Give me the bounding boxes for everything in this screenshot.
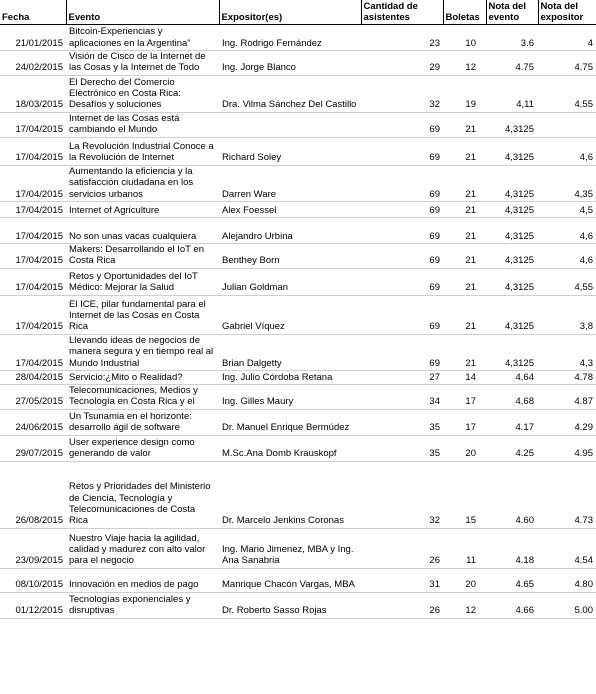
cell-fecha: 17/04/2015 xyxy=(0,268,66,295)
cell-expositor: Alex Foessel xyxy=(219,202,361,218)
cell-boletas: 21 xyxy=(443,137,486,165)
cell-expositor: Dr. Manuel Enrique Bermúdez xyxy=(219,409,361,435)
cell-evento: Tecnologías exponenciales y disruptivas xyxy=(66,592,219,618)
cell-nota-evento: 4.68 xyxy=(486,385,538,410)
cell-fecha: 18/03/2015 xyxy=(0,75,66,112)
cell-fecha: 17/04/2015 xyxy=(0,218,66,244)
header-nota-expositor: Nota del expositor xyxy=(538,0,596,25)
cell-cantidad: 69 xyxy=(361,137,443,165)
cell-boletas: 21 xyxy=(443,218,486,244)
header-row xyxy=(0,0,596,25)
cell-nota-evento: 4,3125 xyxy=(486,202,538,218)
cell-expositor: Manrique Chacón Vargas, MBA xyxy=(219,568,361,592)
cell-boletas: 21 xyxy=(443,244,486,269)
table-row xyxy=(0,51,596,76)
table-row xyxy=(0,25,596,51)
cell-boletas: 12 xyxy=(443,592,486,618)
cell-fecha: 27/05/2015 xyxy=(0,385,66,410)
cell-evento: Internet of Agriculture xyxy=(66,202,219,218)
cell-expositor: Alejandro Urbina xyxy=(219,218,361,244)
cell-nota-evento: 4.64 xyxy=(486,371,538,385)
cell-nota-evento: 4,3125 xyxy=(486,268,538,295)
cell-expositor: Ing. Gilles Maury xyxy=(219,385,361,410)
cell-nota-expositor: 4,5 xyxy=(538,202,596,218)
cell-expositor: Benthey Born xyxy=(219,244,361,269)
cell-evento: User experience design como generando de valor xyxy=(66,435,219,461)
cell-expositor: Ing. Rodrigo Fernández xyxy=(219,25,361,51)
cell-boletas: 11 xyxy=(443,528,486,568)
cell-cantidad: 69 xyxy=(361,268,443,295)
header-evento: Evento xyxy=(66,0,219,25)
cell-expositor: Dr. Marcelo Jenkins Coronas xyxy=(219,461,361,528)
cell-evento: El Derecho del Comercio Electrónico en Costa Rica: Desafíos y soluciones xyxy=(66,75,219,112)
cell-expositor: Ing. Julio Córdoba Retana xyxy=(219,371,361,385)
cell-cantidad: 32 xyxy=(361,75,443,112)
cell-expositor: Darren Ware xyxy=(219,165,361,201)
cell-nota-expositor: 4.55 xyxy=(538,75,596,112)
cell-fecha: 26/08/2015 xyxy=(0,461,66,528)
cell-boletas: 20 xyxy=(443,435,486,461)
cell-cantidad: 35 xyxy=(361,435,443,461)
cell-cantidad: 31 xyxy=(361,568,443,592)
cell-nota-expositor: 4.87 xyxy=(538,385,596,410)
cell-expositor: Dra. Vilma Sánchez Del Castillo xyxy=(219,75,361,112)
table-row xyxy=(0,202,596,218)
cell-cantidad: 32 xyxy=(361,461,443,528)
cell-evento: No son unas vacas cualquiera xyxy=(66,218,219,244)
cell-boletas: 19 xyxy=(443,75,486,112)
cell-evento: Makers: Desarrollando el IoT en Costa Rica xyxy=(66,244,219,269)
cell-nota-evento: 4,3125 xyxy=(486,244,538,269)
cell-nota-expositor: 4,55 xyxy=(538,268,596,295)
cell-nota-expositor: 4,6 xyxy=(538,218,596,244)
cell-cantidad: 34 xyxy=(361,385,443,410)
cell-fecha: 17/04/2015 xyxy=(0,244,66,269)
cell-evento: Nuestro Viaje hacia la agilidad, calidad y madurez con alto valor para el negocio xyxy=(66,528,219,568)
cell-fecha: 21/01/2015 xyxy=(0,25,66,51)
table-row xyxy=(0,218,596,244)
cell-boletas: 21 xyxy=(443,334,486,370)
cell-cantidad: 69 xyxy=(361,202,443,218)
cell-boletas: 17 xyxy=(443,385,486,410)
cell-nota-evento: 4.25 xyxy=(486,435,538,461)
cell-evento: Llevando ideas de negocios de manera segura y en tiempo real al Mundo Industrial xyxy=(66,334,219,370)
cell-expositor: Ing. Jorge Blanco xyxy=(219,51,361,76)
cell-boletas: 15 xyxy=(443,461,486,528)
cell-nota-evento: 4,11 xyxy=(486,75,538,112)
cell-nota-expositor: 4.73 xyxy=(538,461,596,528)
cell-evento: Internet de las Cosas está cambiando el Mundo xyxy=(66,112,219,137)
cell-nota-evento: 4.60 xyxy=(486,461,538,528)
cell-boletas: 12 xyxy=(443,51,486,76)
table-row xyxy=(0,75,596,112)
table-row xyxy=(0,334,596,370)
header-boletas: Boletas xyxy=(443,0,486,25)
table-row xyxy=(0,137,596,165)
cell-fecha: 01/12/2015 xyxy=(0,592,66,618)
cell-nota-evento: 4,3125 xyxy=(486,112,538,137)
cell-cantidad: 26 xyxy=(361,528,443,568)
cell-nota-evento: 4.65 xyxy=(486,568,538,592)
cell-cantidad: 27 xyxy=(361,371,443,385)
cell-expositor: Richard Soley xyxy=(219,137,361,165)
cell-nota-expositor xyxy=(538,112,596,137)
table-row xyxy=(0,268,596,295)
cell-nota-evento: 4.17 xyxy=(486,409,538,435)
cell-nota-evento: 4,3125 xyxy=(486,137,538,165)
cell-nota-expositor: 4.75 xyxy=(538,51,596,76)
cell-boletas: 21 xyxy=(443,295,486,334)
cell-evento: Retos y Oportunidades del IoT Médico: Mejorar la Salud xyxy=(66,268,219,295)
cell-evento: Retos y Prioridades del Ministerio de Ciencia, Tecnología y Telecomunicaciones de Costa Rica xyxy=(66,461,219,528)
cell-boletas: 17 xyxy=(443,409,486,435)
cell-fecha: 17/04/2015 xyxy=(0,202,66,218)
cell-boletas: 21 xyxy=(443,202,486,218)
cell-expositor: M.Sc.Ana Domb Krauskopf xyxy=(219,435,361,461)
table-row xyxy=(0,568,596,592)
cell-fecha: 28/04/2015 xyxy=(0,371,66,385)
cell-expositor: Gabriel Víquez xyxy=(219,295,361,334)
cell-expositor: Ing. Mario Jimenez, MBA y Ing. Ana Sanabria xyxy=(219,528,361,568)
cell-nota-evento: 4.66 xyxy=(486,592,538,618)
cell-evento: Servicio:¿Mito o Realidad? xyxy=(66,371,219,385)
cell-fecha: 17/04/2015 xyxy=(0,334,66,370)
cell-nota-evento: 4.18 xyxy=(486,528,538,568)
table-row xyxy=(0,528,596,568)
cell-nota-expositor: 4.80 xyxy=(538,568,596,592)
cell-fecha: 23/09/2015 xyxy=(0,528,66,568)
cell-fecha: 17/04/2015 xyxy=(0,165,66,201)
cell-nota-expositor: 4,6 xyxy=(538,244,596,269)
cell-evento: Bitcoin-Experiencias y aplicaciones en la Argentina" xyxy=(66,25,219,51)
cell-cantidad: 69 xyxy=(361,295,443,334)
cell-cantidad: 69 xyxy=(361,112,443,137)
cell-boletas: 14 xyxy=(443,371,486,385)
cell-expositor xyxy=(219,112,361,137)
table-row xyxy=(0,409,596,435)
cell-boletas: 21 xyxy=(443,112,486,137)
cell-nota-evento: 4,3125 xyxy=(486,295,538,334)
table-row xyxy=(0,461,596,528)
cell-nota-expositor: 4,3 xyxy=(538,334,596,370)
cell-fecha: 17/04/2015 xyxy=(0,112,66,137)
cell-nota-expositor: 4,35 xyxy=(538,165,596,201)
cell-nota-expositor: 3,8 xyxy=(538,295,596,334)
cell-evento: Innovación en medios de pago xyxy=(66,568,219,592)
cell-evento: Aumentando la eficiencia y la satisfacción ciudadana en los servicios urbanos xyxy=(66,165,219,201)
cell-evento: El ICE, pilar fundamental para el Internet de las Cosas en Costa Rica xyxy=(66,295,219,334)
cell-evento: Telecomunicaciones, Medios y Tecnología en Costa Rica y el xyxy=(66,385,219,410)
cell-nota-expositor: 4.78 xyxy=(538,371,596,385)
table-row xyxy=(0,371,596,385)
cell-expositor: Brian Dalgetty xyxy=(219,334,361,370)
cell-cantidad: 69 xyxy=(361,334,443,370)
cell-evento: Visión de Cisco de la Internet de las Cosas y la Internet de Todo xyxy=(66,51,219,76)
cell-fecha: 08/10/2015 xyxy=(0,568,66,592)
table-row xyxy=(0,244,596,269)
cell-nota-expositor: 4.54 xyxy=(538,528,596,568)
cell-fecha: 29/07/2015 xyxy=(0,435,66,461)
header-expositor: Expositor(es) xyxy=(219,0,361,25)
cell-nota-expositor: 4 xyxy=(538,25,596,51)
cell-boletas: 21 xyxy=(443,268,486,295)
cell-nota-evento: 4,3125 xyxy=(486,218,538,244)
cell-nota-expositor: 4.29 xyxy=(538,409,596,435)
table-row xyxy=(0,385,596,410)
cell-cantidad: 26 xyxy=(361,592,443,618)
cell-cantidad: 23 xyxy=(361,25,443,51)
cell-fecha: 17/04/2015 xyxy=(0,137,66,165)
cell-boletas: 10 xyxy=(443,25,486,51)
cell-expositor: Julian Goldman xyxy=(219,268,361,295)
cell-nota-evento: 4,3125 xyxy=(486,334,538,370)
cell-nota-expositor: 4.95 xyxy=(538,435,596,461)
cell-nota-evento: 4,3125 xyxy=(486,165,538,201)
cell-expositor: Dr. Roberto Sasso Rojas xyxy=(219,592,361,618)
header-fecha: Fecha xyxy=(0,0,66,25)
table-row xyxy=(0,165,596,201)
table-row xyxy=(0,592,596,618)
table-row xyxy=(0,435,596,461)
cell-boletas: 21 xyxy=(443,165,486,201)
cell-nota-expositor: 5.00 xyxy=(538,592,596,618)
cell-boletas: 20 xyxy=(443,568,486,592)
header-nota-evento: Nota del evento xyxy=(486,0,538,25)
cell-nota-evento: 4.75 xyxy=(486,51,538,76)
cell-fecha: 24/06/2015 xyxy=(0,409,66,435)
cell-nota-evento: 3.6 xyxy=(486,25,538,51)
cell-nota-expositor: 4,6 xyxy=(538,137,596,165)
cell-evento: Un Tsunamia en el horizonte: desarrollo ágil de software xyxy=(66,409,219,435)
header-cantidad: Cantidad de asistentes xyxy=(361,0,443,25)
cell-fecha: 24/02/2015 xyxy=(0,51,66,76)
cell-cantidad: 69 xyxy=(361,165,443,201)
cell-cantidad: 69 xyxy=(361,244,443,269)
cell-cantidad: 29 xyxy=(361,51,443,76)
cell-cantidad: 35 xyxy=(361,409,443,435)
cell-cantidad: 69 xyxy=(361,218,443,244)
cell-evento: La Revolución Industrial Conoce a la Revolución de Internet xyxy=(66,137,219,165)
table-row xyxy=(0,112,596,137)
table-row xyxy=(0,295,596,334)
cell-fecha: 17/04/2015 xyxy=(0,295,66,334)
